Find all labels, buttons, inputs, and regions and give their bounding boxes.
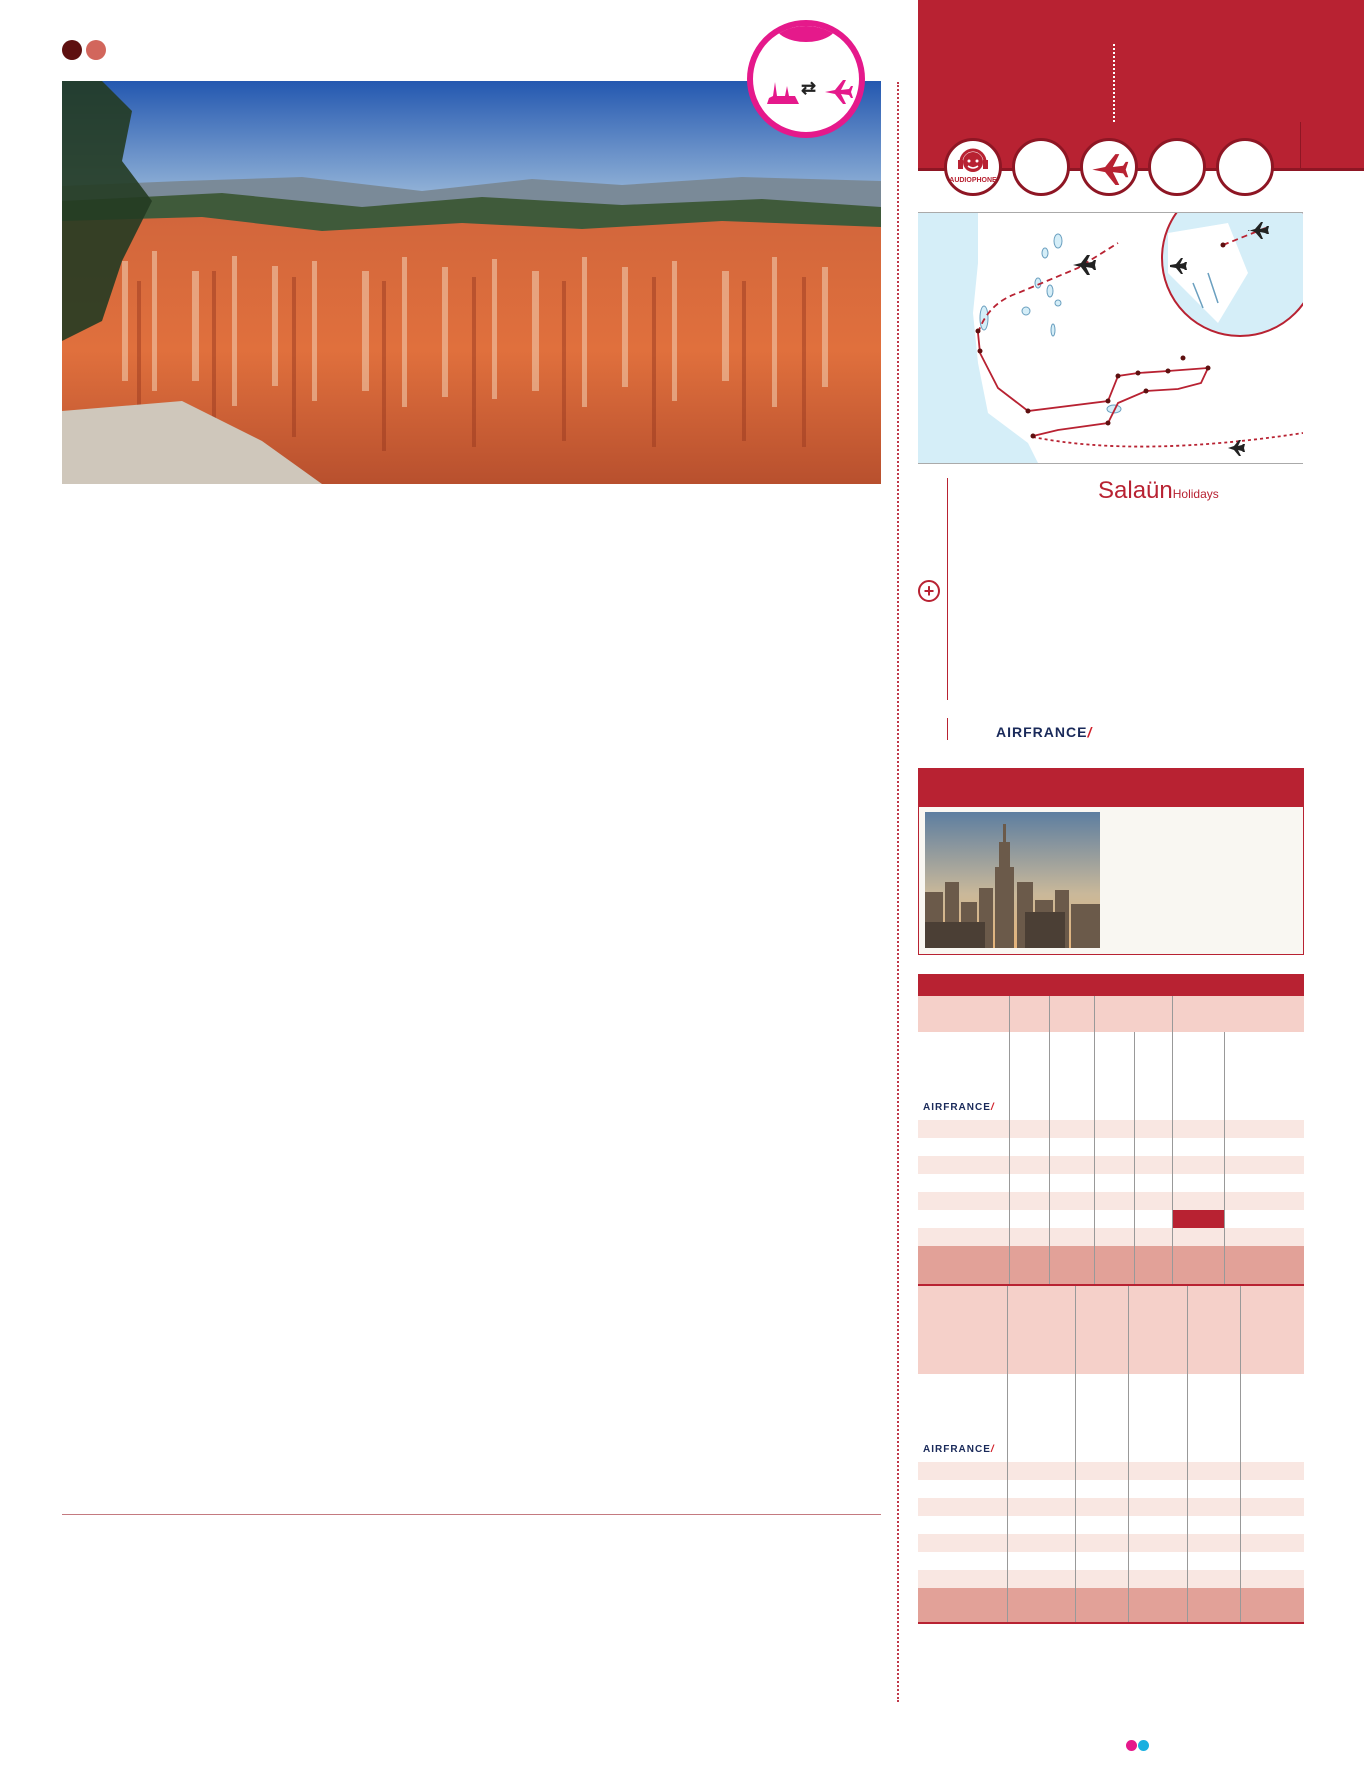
table-row bbox=[918, 1462, 1304, 1480]
sidebar-header-dotted-divider bbox=[1113, 44, 1115, 122]
airfrance-logo-table-1 bbox=[923, 1102, 995, 1113]
badge-cap bbox=[775, 20, 837, 42]
salaun-holidays-logo bbox=[1098, 477, 1219, 505]
footer-dot-pink bbox=[1126, 1740, 1137, 1751]
flight-service bbox=[1080, 138, 1138, 196]
table-row bbox=[918, 1498, 1304, 1516]
airfrance-mark: / bbox=[1087, 724, 1093, 740]
price-table-1-footer bbox=[918, 1246, 1304, 1286]
table-1-col-line bbox=[1094, 996, 1095, 1284]
canyon-photo bbox=[62, 81, 881, 484]
airfrance-name-table-2: AIRFRANCE bbox=[923, 1444, 991, 1455]
table-row bbox=[918, 1552, 1304, 1570]
table-2-col-line bbox=[1187, 1286, 1188, 1622]
highlighted-cell bbox=[1173, 1210, 1224, 1228]
new-york-photo bbox=[925, 812, 1100, 948]
price-table-1-subheader bbox=[918, 996, 1304, 1032]
airfrance-left-line bbox=[947, 718, 948, 740]
table-row bbox=[918, 1156, 1304, 1174]
table-row bbox=[918, 1138, 1304, 1156]
plane-icon bbox=[823, 76, 853, 104]
table-2-col-line bbox=[1075, 1286, 1076, 1622]
table-row bbox=[918, 1120, 1304, 1138]
table-row bbox=[918, 1174, 1304, 1192]
exchange-arrows-icon: ⇄ bbox=[801, 78, 817, 98]
audiophone-service bbox=[944, 138, 1002, 196]
table-1-col-line bbox=[1172, 996, 1173, 1284]
skyline-illustration bbox=[925, 812, 1100, 948]
canyon-illustration bbox=[62, 81, 881, 484]
table-row bbox=[918, 1480, 1304, 1498]
audiophone-icon bbox=[955, 146, 991, 176]
price-table-2-footer bbox=[918, 1588, 1304, 1624]
table-row bbox=[918, 1228, 1304, 1246]
table-row bbox=[918, 1192, 1304, 1210]
route-map-illustration bbox=[918, 213, 1303, 463]
airfrance-name: AIRFRANCE bbox=[996, 724, 1088, 740]
service-circle-4 bbox=[1148, 138, 1206, 196]
table-1-col-line bbox=[1224, 1032, 1225, 1284]
monument-icon bbox=[765, 78, 801, 106]
table-row bbox=[918, 1210, 1304, 1228]
airfrance-logo bbox=[996, 724, 1092, 740]
airfrance-mark-table-2: / bbox=[990, 1444, 995, 1455]
table-row bbox=[918, 1516, 1304, 1534]
table-1-col-line bbox=[1049, 996, 1050, 1284]
header-dot-light bbox=[86, 40, 106, 60]
route-map bbox=[918, 212, 1303, 464]
service-circle-5 bbox=[1216, 138, 1274, 196]
table-row bbox=[918, 1570, 1304, 1588]
audiophone-label: AUDIOPHONE bbox=[949, 177, 997, 184]
transport-badge bbox=[747, 20, 865, 138]
table-2-col-line bbox=[1240, 1286, 1241, 1622]
sidebar-header bbox=[918, 0, 1364, 122]
header-dot-dark bbox=[62, 40, 82, 60]
price-table-2-subheader bbox=[918, 1286, 1304, 1374]
salaun-logo-main: Salaün bbox=[1098, 477, 1173, 504]
content-divider bbox=[62, 1514, 881, 1515]
column-divider bbox=[897, 82, 899, 1702]
brand-block-left-line bbox=[947, 478, 948, 700]
sidebar-band-divider bbox=[1300, 122, 1301, 168]
table-1-col-line bbox=[1134, 1032, 1135, 1284]
extension-header-bar bbox=[918, 768, 1304, 806]
service-circle-2 bbox=[1012, 138, 1070, 196]
airfrance-name-table-1: AIRFRANCE bbox=[923, 1102, 991, 1113]
footer-dot-cyan bbox=[1138, 1740, 1149, 1751]
table-2-col-line bbox=[1007, 1286, 1008, 1622]
table-row bbox=[918, 1534, 1304, 1552]
plane-icon bbox=[1089, 149, 1129, 185]
table-2-col-line bbox=[1128, 1286, 1129, 1622]
price-table-1-header bbox=[918, 974, 1304, 996]
table-1-col-line bbox=[1009, 996, 1010, 1284]
plus-icon: + bbox=[918, 580, 940, 602]
airfrance-mark-table-1: / bbox=[990, 1102, 995, 1113]
salaun-logo-sub: Holidays bbox=[1172, 487, 1219, 501]
airfrance-logo-table-2 bbox=[923, 1444, 995, 1455]
